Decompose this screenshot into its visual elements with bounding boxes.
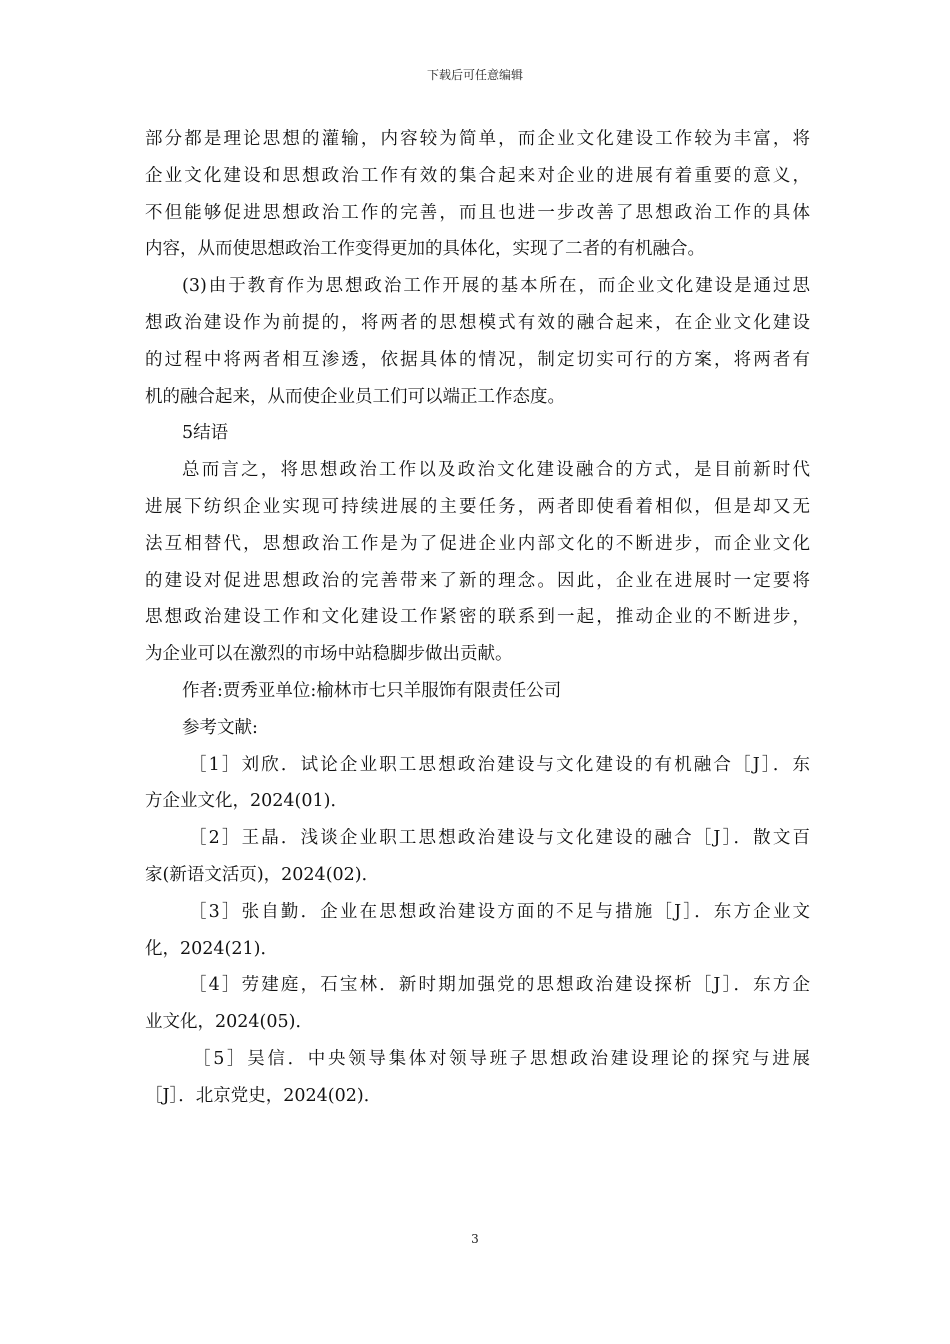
text-line: 部分都是理论思想的灌输，内容较为简单，而企业文化建设工作较为丰富，将 [145, 129, 810, 149]
page-number: 3 [471, 1232, 479, 1246]
reference-line: ［3］张自勤．企业在思想政治建设方面的不足与措施［J］．东方企业文 [189, 901, 810, 922]
reference-line: ［2］王晶．浅谈企业职工思想政治建设与文化建设的融合［J］．散文百 [189, 828, 810, 849]
paragraph-1 [145, 121, 810, 268]
reference-line: 化，2024(21)． [145, 938, 278, 959]
reference-line: ［J］．北京党史，2024(02)． [145, 1085, 382, 1106]
reference-item [145, 894, 810, 968]
text-line: 为企业可以在激烈的市场中站稳脚步做出贡献。 [145, 644, 513, 665]
text-line: 总而言之，将思想政治工作以及政治文化建设融合的方式，是目前新时代 [182, 460, 810, 481]
reference-line: 业文化，2024(05)． [145, 1012, 313, 1033]
reference-item [145, 1041, 810, 1115]
section-heading: 5结语 [182, 423, 229, 444]
text-line: 进展下纺织企业实现可持续进展的主要任务，两者即使看着相似，但是却又无 [145, 496, 810, 517]
text-line: 法互相替代，思想政治工作是为了促进企业内部文化的不断进步，而企业文化 [145, 533, 810, 554]
text-line: 的过程中将两者相互渗透，依据具体的情况，制定切实可行的方案，将两者有 [145, 349, 810, 370]
reference-line: 家(新语文活页)，2024(02)． [145, 864, 380, 885]
reference-list [145, 747, 810, 1115]
text-line: 的建设对促进思想政治的完善带来了新的理念。因此，企业在进展时一定要将 [145, 570, 810, 591]
page-header: 下载后可任意编辑 [426, 68, 523, 82]
text-line: 机的融合起来，从而使企业员工们可以端正工作态度。 [145, 386, 565, 407]
author-line: 作者:贾秀亚单位:榆林市七只羊服饰有限责任公司 [182, 680, 562, 701]
reference-line: ［1］刘欣．试论企业职工思想政治建设与文化建设的有机融合［J］．东 [189, 754, 810, 775]
references-label: 参考文献: [182, 717, 258, 738]
reference-item [145, 747, 810, 821]
text-line: 企业文化建设和思想政治工作有效的集合起来对企业的进展有着重要的意义， [145, 165, 810, 186]
text-line: 内容，从而使思想政治工作变得更加的具体化，实现了二者的有机融合。 [145, 239, 705, 260]
document-body [145, 121, 810, 1115]
paragraph-3 [145, 452, 810, 673]
text-line: 思想政治建设工作和文化建设工作紧密的联系到一起，推动企业的不断进步， [145, 607, 810, 628]
reference-line: ［4］劳建庭，石宝林．新时期加强党的思想政治建设探析［J］．东方企 [189, 975, 810, 996]
text-line: 不但能够促进思想政治工作的完善，而且也进一步改善了思想政治工作的具体 [145, 202, 810, 223]
reference-item [145, 820, 810, 894]
reference-line: ［5］吴信．中央领导集体对领导班子思想政治建设理论的探究与进展 [193, 1048, 810, 1069]
reference-item [145, 967, 810, 1041]
paragraph-2 [145, 268, 810, 415]
text-line: 想政治建设作为前提的，将两者的思想模式有效的融合起来，在企业文化建设 [145, 312, 810, 333]
reference-line: 方企业文化，2024(01)． [145, 791, 348, 812]
text-line: (3)由于教育作为思想政治工作开展的基本所在，而企业文化建设是通过思 [182, 276, 810, 297]
